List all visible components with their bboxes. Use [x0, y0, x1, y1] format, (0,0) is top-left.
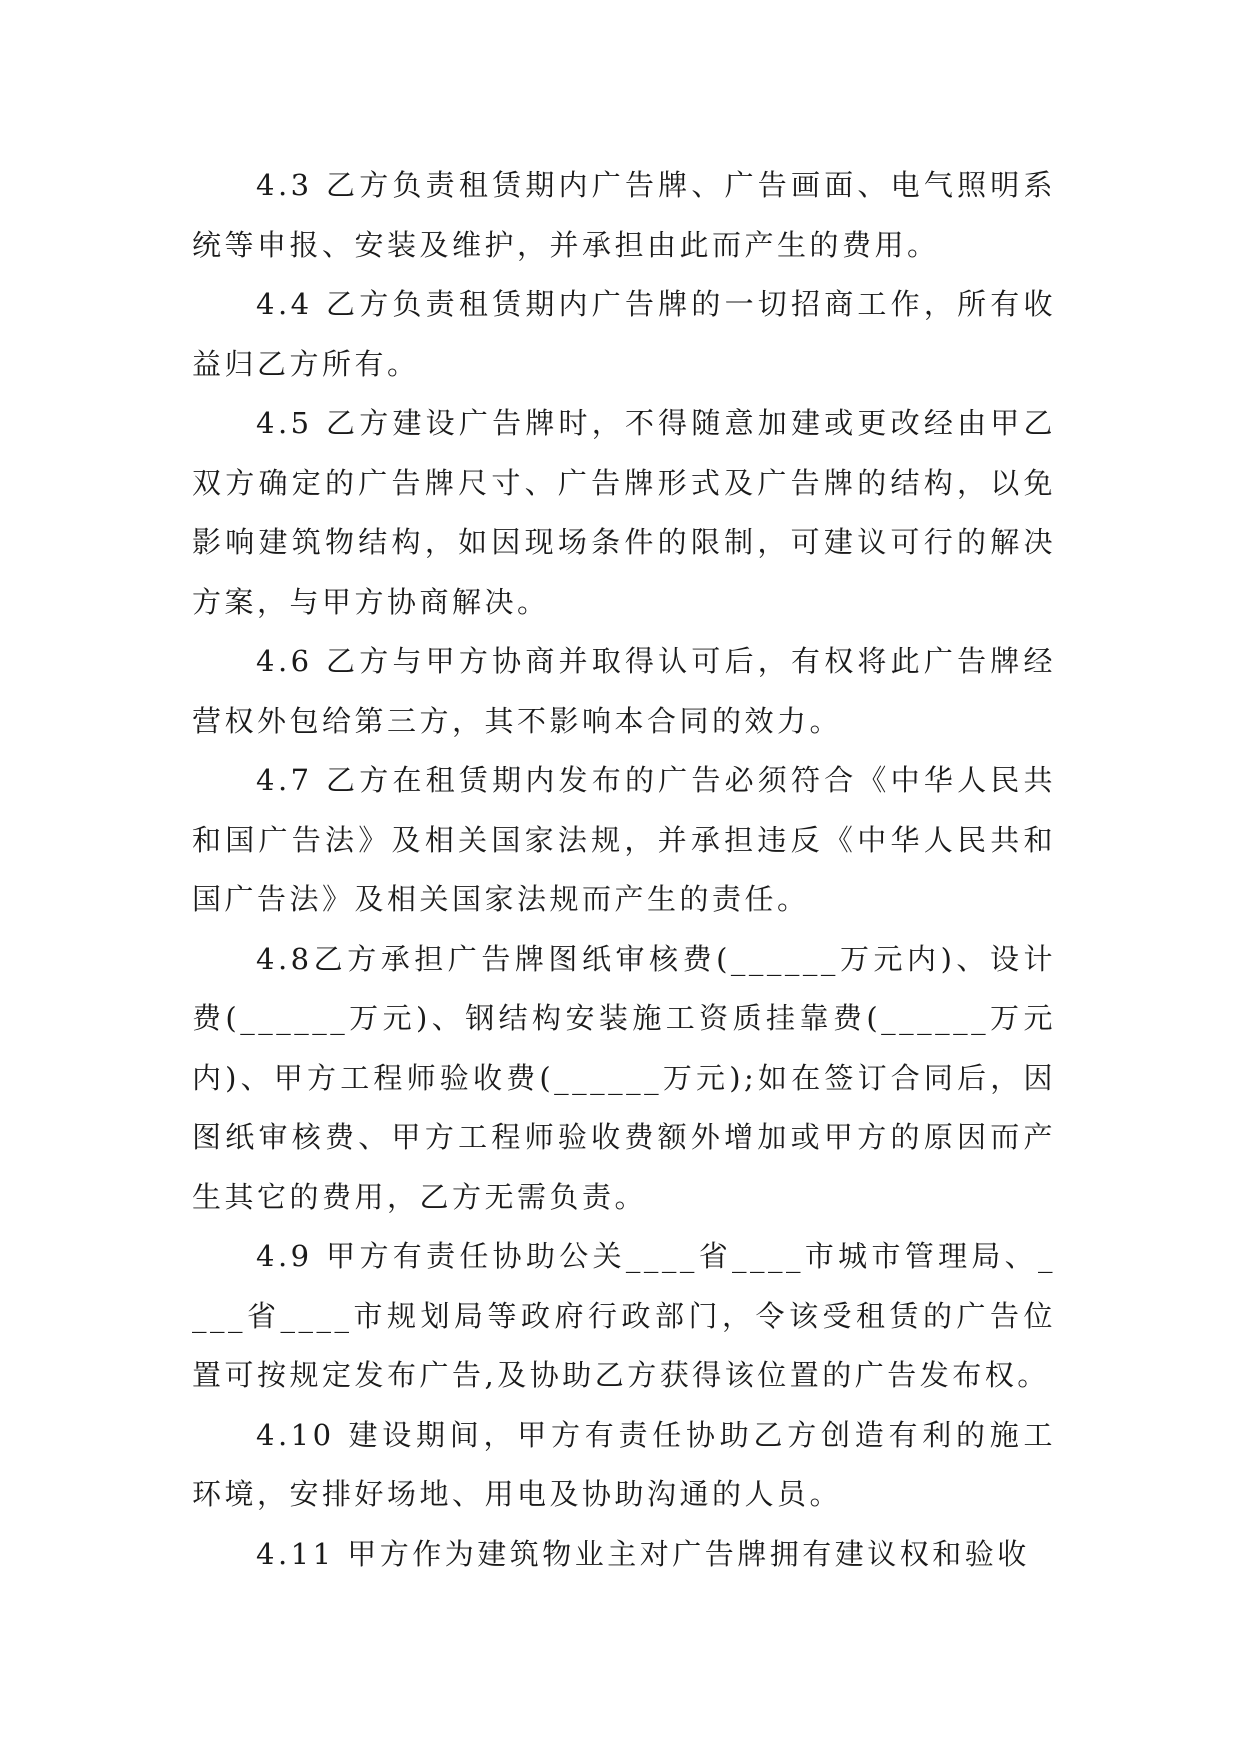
clause-4-7: 4.7 乙方在租赁期内发布的广告必须符合《中华人民共和国广告法》及相关国家法规，并承担违反《中华人民共和国广告法》及相关国家法规而产生的责任。 [192, 763, 1056, 916]
clause-4-10: 4.10 建设期间，甲方有责任协助乙方创造有利的施工环境，安排好场地、用电及协助沟通的人员。 [192, 1417, 1056, 1511]
clause-4-11: 4.11 甲方作为建筑物业主对广告牌拥有建议权和验收 [256, 1536, 1030, 1571]
document-page [192, 156, 1056, 1584]
clause-4-5: 4.5 乙方建设广告牌时，不得随意加建或更改经由甲乙双方确定的广告牌尺寸、广告牌形式及广告牌的结构，以免影响建筑物结构，如因现场条件的限制，可建议可行的解决方案，与甲方协商解决。 [192, 406, 1056, 619]
clause-4-6: 4.6 乙方与甲方协商并取得认可后，有权将此广告牌经营权外包给第三方，其不影响本合同的效力。 [192, 644, 1056, 738]
clause-4-3: 4.3 乙方负责租赁期内广告牌、广告画面、电气照明系统等申报、安装及维护，并承担由此而产生的费用。 [192, 168, 1056, 262]
clause-4-4: 4.4 乙方负责租赁期内广告牌的一切招商工作，所有收益归乙方所有。 [192, 287, 1056, 381]
clause-4-8: 4.8乙方承担广告牌图纸审核费(______万元内)、设计费(______万元)、钢结构安装施工资质挂靠费(______万元内)、甲方工程师验收费(______万元);如在签订合同后，因图纸审核费、甲方工程师验收费额外增加或甲方的原因而产生其它的费用，乙方无需负责。 [192, 941, 1056, 1214]
clause-4-9: 4.9 甲方有责任协助公关____省____市城市管理局、____省____市规划局等政府行政部门，令该受租赁的广告位置可按规定发布广告,及协助乙方获得该位置的广告发布权。 [192, 1239, 1056, 1392]
